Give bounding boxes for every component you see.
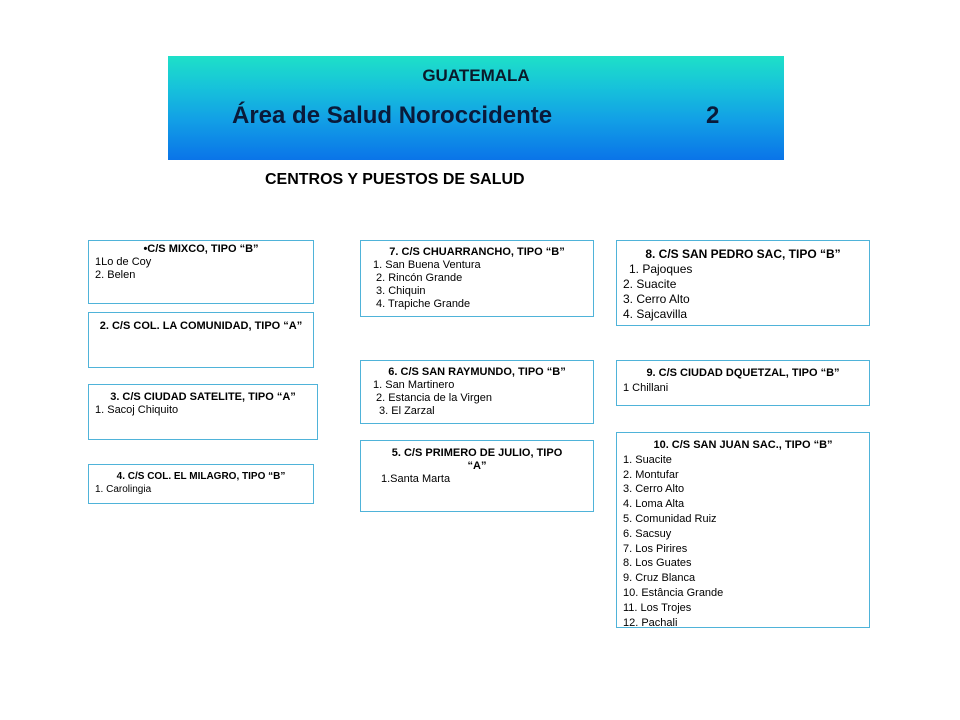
page-subtitle: CENTROS Y PUESTOS DE SALUD [265, 171, 525, 188]
country-label: GUATEMALA [422, 66, 530, 85]
list-item: 11. Los Trojes [623, 601, 692, 614]
list-item: 2. Estancia de la Virgen [376, 392, 492, 404]
list-item: 6. Sacsuy [623, 527, 672, 540]
list-item: 1. Sacoj Chiquito [95, 404, 179, 416]
box-title: •C/S MIXCO, TIPO “B” [143, 243, 259, 255]
list-item: 4. Trapiche Grande [376, 298, 471, 310]
box-cs-la-comunidad [88, 312, 314, 368]
list-item: 3. Cerro Alto [623, 292, 690, 306]
list-item: 8. Los Guates [623, 557, 692, 570]
box-title: 6. C/S SAN RAYMUNDO, TIPO “B” [388, 366, 566, 378]
area-title: Área de Salud Noroccidente [232, 102, 553, 129]
list-item: 10. Estância Grande [623, 586, 724, 599]
box-title: 7. C/S CHUARRANCHO, TIPO “B” [389, 246, 565, 258]
list-item: 1 Chillani [623, 382, 669, 394]
box-cs-ciudad-satelite [88, 384, 318, 440]
box-title: 3. C/S CIUDAD SATELITE, TIPO “A” [110, 391, 296, 403]
list-item: 3. Chiquin [376, 285, 426, 297]
box-title: 8. C/S SAN PEDRO SAC, TIPO “B” [645, 247, 841, 261]
list-item: 1Lo de Coy [95, 256, 152, 268]
box-cs-san-pedro-sac [616, 240, 870, 326]
box-cs-san-juan-sac [616, 432, 870, 628]
box-title: 5. C/S PRIMERO DE JULIO, TIPO “A” [391, 447, 563, 472]
list-item: 9. Cruz Blanca [623, 572, 696, 585]
list-item: 2. Montufar [623, 468, 679, 481]
list-item: 1. Suacite [623, 453, 672, 466]
box-cs-mixco [88, 240, 314, 304]
box-title: 4. C/S COL. EL MILAGRO, TIPO “B” [116, 471, 286, 482]
list-item: 1. Pajoques [629, 262, 693, 276]
list-item: 12. Pachali [623, 616, 678, 628]
box-cs-ciudad-quetzal [616, 360, 870, 406]
box-cs-san-raymundo [360, 360, 594, 424]
area-number: 2 [706, 102, 720, 129]
list-item: 1. San Martinero [373, 379, 455, 391]
header-banner [168, 56, 784, 160]
list-item: 3. Cerro Alto [623, 483, 685, 496]
list-item: 1.Santa Marta [381, 473, 451, 485]
list-item: 3. El Zarzal [379, 405, 435, 417]
list-item: 4. Sajcavilla [623, 307, 688, 321]
list-item: 7. Los Pirires [623, 542, 688, 555]
box-title: 2. C/S COL. LA COMUNIDAD, TIPO “A” [99, 320, 303, 332]
box-cs-chuarrancho [360, 240, 594, 317]
list-item: 1. Carolingia [95, 484, 152, 495]
box-title: 9. C/S CIUDAD DQUETZAL, TIPO “B” [646, 367, 840, 379]
list-item: 2. Rincón Grande [376, 272, 463, 284]
list-item: 2. Belen [95, 269, 136, 281]
box-cs-el-milagro [88, 464, 314, 504]
box-title: 10. C/S SAN JUAN SAC., TIPO “B” [653, 439, 833, 451]
list-item: 5. Comunidad Ruiz [623, 512, 717, 525]
list-item: 4. Loma Alta [623, 498, 685, 511]
list-item: 2. Suacite [623, 277, 677, 291]
box-cs-primero-de-julio [360, 440, 594, 512]
list-item: 1. San Buena Ventura [373, 259, 481, 271]
